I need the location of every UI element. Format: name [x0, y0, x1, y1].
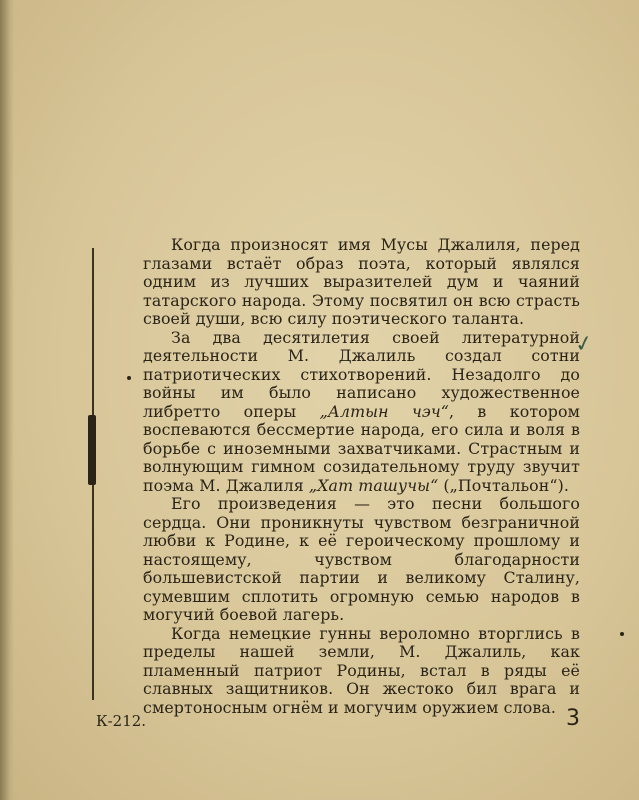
binding-shadow [0, 0, 14, 800]
paragraph-2-end: („Почтальон“). [438, 475, 569, 495]
paragraph-2 [143, 329, 580, 496]
pencil-checkmark-icon: ✓ [572, 330, 596, 359]
paragraph-1: Когда произносят имя Мусы Джалиля, перед глазами встаёт образ поэта, который являлся одним из лучших выразителей дум и чаяний татарского народа. Этому посвятил он всю страсть своей души, всю силу поэтического таланта. [143, 235, 580, 328]
page-number: 3 [566, 706, 580, 731]
printer-signature: К-212. [96, 712, 147, 730]
poem-title: „Хат ташучы“ [308, 475, 439, 495]
paragraph-3: Его произведения — это песни большого сердца. Они проникнуты чувством безграничной любви к Родине, к её героическому прошлому и настоящему, чувством благодарности большевистской партии и великому Сталину, сумевшим сплотить огромную семью народов в могучий боевой лагерь. [143, 494, 580, 624]
body-text [143, 236, 580, 717]
ink-blot [88, 415, 96, 485]
pencil-dot-mark [620, 632, 624, 636]
pencil-dot-mark [127, 376, 131, 380]
paragraph-2-start: За два десятилетия своей литературной деятельности М. Джалиль создал сотни патриотических стихотворений. Незадолго до войны им было написано художественное либретто оперы [143, 327, 580, 421]
opera-title: „Алтын чэч“ [319, 401, 449, 421]
paragraph-2-middle: , в котором воспеваются бессмертие народа, его сила и воля в борьбе с иноземными захватчиками. Страстным и волнующим гимном созидательному труду звучит поэма М. Джалиля [143, 401, 580, 495]
paragraph-4: Когда немецкие гунны вероломно вторглись в пределы нашей земли, М. Джалиль, как пламенный патриот Родины, встал в ряды её славных защитников. Он жестоко бил врага и смертоносным огнём и могучим оружием слова. [143, 623, 580, 717]
